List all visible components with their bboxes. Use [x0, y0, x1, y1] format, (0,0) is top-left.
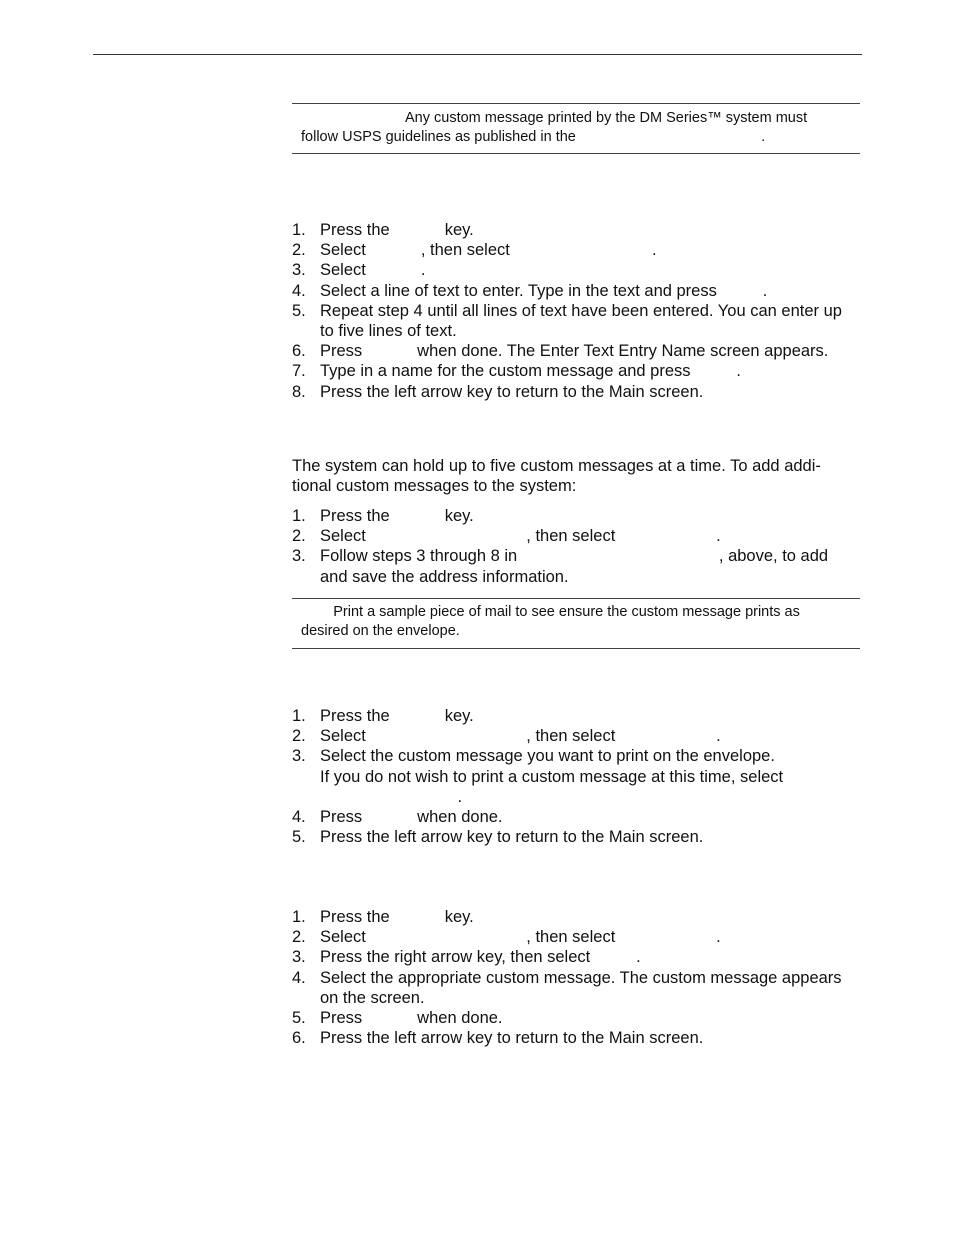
- step-text: to five lines of text.: [320, 322, 457, 341]
- step-text: .: [320, 787, 463, 806]
- note-line: Print a sample piece of mail to see ensure the custom message prints as: [301, 604, 800, 620]
- list-item: [292, 301, 862, 321]
- list-item: [292, 1028, 862, 1048]
- step-number: 3.: [292, 747, 306, 766]
- list-item: [292, 240, 862, 260]
- add-messages-intro: [292, 456, 862, 497]
- intro-line: tional custom messages to the system:: [292, 477, 577, 496]
- step-text: Press the key.: [320, 221, 474, 239]
- step-number: 5.: [292, 1009, 306, 1028]
- step-text: Follow steps 3 through 8 in , above, to add: [320, 547, 829, 566]
- list-item: [292, 827, 862, 847]
- list-item: [292, 341, 862, 361]
- step-text: Press the left arrow key to return to the Main screen.: [320, 828, 704, 847]
- step-number: 8.: [292, 382, 306, 401]
- step-number: 3.: [292, 547, 306, 566]
- step-text: Press the right arrow key, then select .: [320, 948, 641, 967]
- step-number: 1.: [292, 507, 306, 525]
- list-item: [292, 260, 862, 280]
- list-item: [292, 807, 862, 827]
- list-item: [292, 988, 862, 1008]
- step-text: Type in a name for the custom message and press .: [320, 362, 741, 381]
- step-number: 5.: [292, 301, 306, 320]
- list-item: [292, 726, 862, 746]
- list-item: [292, 927, 862, 947]
- step-text: Press when done.: [320, 1009, 503, 1028]
- list-item: [292, 706, 862, 726]
- step-text: Press the key.: [320, 707, 474, 725]
- step-number: 7.: [292, 362, 306, 381]
- list-item: [292, 968, 862, 988]
- step-number: 6.: [292, 342, 306, 361]
- step-number: 4.: [292, 281, 306, 300]
- step-number: 1.: [292, 221, 306, 239]
- step-text: Press the left arrow key to return to the Main screen.: [320, 382, 704, 401]
- step-number: 2.: [292, 527, 306, 546]
- step-text: Select , then select .: [320, 727, 721, 746]
- step-number: 1.: [292, 707, 306, 725]
- step-text: Press the left arrow key to return to the Main screen.: [320, 1029, 704, 1048]
- step-number: 2.: [292, 928, 306, 947]
- sample-mail-note: [292, 598, 860, 649]
- list-item: [292, 281, 862, 301]
- list-item: [292, 506, 862, 526]
- step-text: If you do not wish to print a custom message at this time, select: [320, 767, 784, 786]
- step-text: Select , then select .: [320, 241, 657, 260]
- list-item: [292, 907, 862, 927]
- step-text: Press when done.: [320, 808, 503, 827]
- step-text: Press the key.: [320, 507, 474, 525]
- step-number: 3.: [292, 261, 306, 280]
- step-text: Press the key.: [320, 908, 474, 926]
- step-number: 3.: [292, 948, 306, 967]
- intro-line: The system can hold up to five custom messages at a time. To add addi-: [292, 457, 821, 475]
- note-line: desired on the envelope.: [301, 623, 460, 639]
- step-text: Select a line of text to enter. Type in the text and press .: [320, 281, 768, 300]
- step-text: Press when done. The Enter Text Entry Name screen appears.: [320, 342, 829, 361]
- step-number: 1.: [292, 908, 306, 926]
- step-text: Select the appropriate custom message. The custom message appears: [320, 968, 842, 987]
- note-line: follow USPS guidelines as published in the .: [301, 129, 766, 145]
- step-number: 4.: [292, 968, 306, 987]
- step-number: 6.: [292, 1029, 306, 1048]
- step-text: Select the custom message you want to print on the envelope.: [320, 747, 775, 766]
- note-line: Any custom message printed by the DM Series™ system must: [405, 110, 808, 126]
- add-messages-steps: [292, 506, 862, 587]
- list-item: [292, 546, 862, 566]
- step-number: 5.: [292, 828, 306, 847]
- step-number: 2.: [292, 241, 306, 260]
- step-text: Select .: [320, 261, 426, 280]
- list-item: [292, 767, 862, 787]
- list-item: [292, 567, 862, 587]
- usps-guidelines-note: [292, 103, 860, 154]
- list-item: [292, 321, 862, 341]
- list-item: [292, 746, 862, 766]
- header-rule: [93, 54, 862, 55]
- step-number: 4.: [292, 808, 306, 827]
- list-item: [292, 526, 862, 546]
- list-item: [292, 1008, 862, 1028]
- step-text: Select , then select .: [320, 527, 721, 546]
- step-text: Select , then select .: [320, 928, 721, 947]
- list-item: [292, 382, 862, 402]
- select-message-steps: [292, 706, 862, 847]
- list-item: [292, 787, 862, 807]
- create-message-steps: [292, 220, 862, 402]
- step-number: 2.: [292, 727, 306, 746]
- list-item: [292, 361, 862, 381]
- view-message-steps: [292, 907, 862, 1048]
- list-item: [292, 947, 862, 967]
- step-text: and save the address information.: [320, 567, 569, 586]
- list-item: [292, 220, 862, 240]
- step-text: Repeat step 4 until all lines of text have been entered. You can enter up: [320, 301, 842, 320]
- step-text: on the screen.: [320, 988, 425, 1007]
